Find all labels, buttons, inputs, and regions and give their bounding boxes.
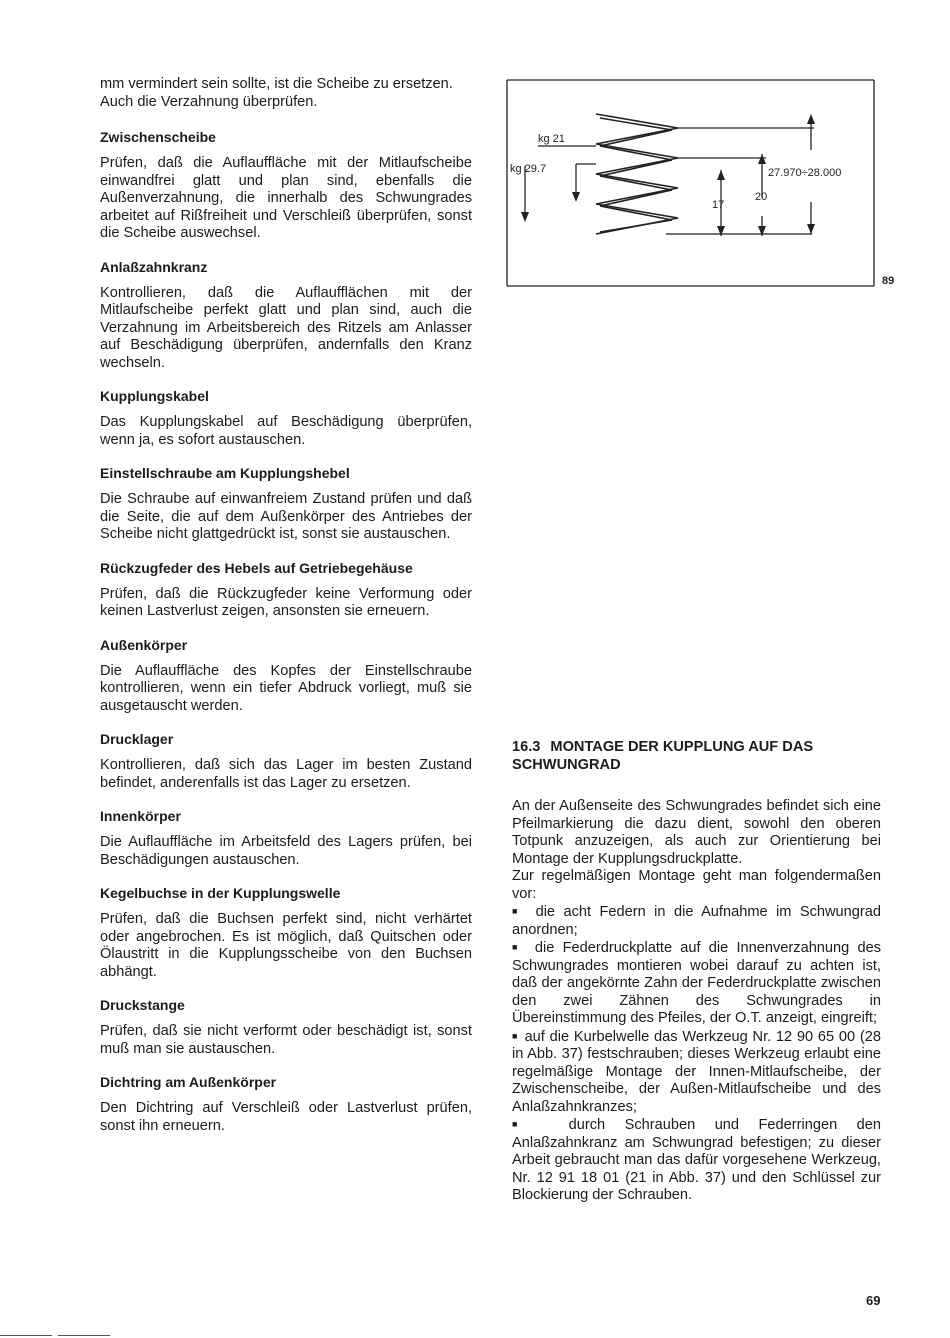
page-number: 69: [866, 1293, 881, 1308]
label-range: 27.970÷28.000: [768, 167, 842, 179]
section-heading: Rückzugfeder des Hebels auf Getriebegehäuse: [100, 559, 413, 576]
list-item: ■ auf die Kurbelwelle das Werkzeug Nr. 12 90 65 00 (28 in Abb. 37) festschrauben; dieses Werkzeug erlaubt eine regelmäßige Montage der Innen-Mitlaufscheibe, der Zwischenscheibe, der Außen-Mitlaufscheibe und des Anlaßzahnkranzes;: [512, 1028, 881, 1117]
intro-paragraph: Auch die Verzahnung überprüfen.: [100, 93, 318, 110]
section-text: Die Schraube auf einwanfreiem Zustand prüfen und daß die Seite, die auf dem Außenkörper des Antriebes der Scheibe nicht glattgedrückt ist, sonst sie austauschen.: [100, 491, 472, 542]
section-text: Prüfen, daß die Rückzugfeder keine Verformung oder keinen Lastverlust zeigen, ansonsten sie erneuern.: [100, 585, 472, 619]
arrow-head: [758, 154, 766, 164]
intro-block: [100, 76, 472, 111]
section-heading: Anlaßzahnkranz: [100, 258, 208, 275]
section-text: Den Dichtring auf Verschleiß oder Lastverlust prüfen, sonst ihn erneuern.: [100, 1100, 472, 1134]
section-text: Prüfen, daß die Auflauffläche mit der Mitlaufscheibe einwandfrei glatt und plan sind, ebenfalls die Außenverzahnung, die innerhalb des Schwungrades arbeitet auf Rißfreiheit und Verschleiß überprüfen, sonst die Scheibe auswechsel.: [100, 155, 472, 241]
section-title-text: MONTAGE DER KUPPLUNG AUF DAS SCHWUNGRAD: [512, 739, 814, 773]
section-drucklager: [100, 731, 472, 792]
section-dichtring: [100, 1074, 472, 1135]
section-einstellschraube: [100, 465, 472, 544]
section-text: Prüfen, daß die Buchsen perfekt sind, nicht verhärtet oder angebrochen. Es ist möglich, daß Quitschen oder Ölaustritt in die Kupplungsscheibe von den Buchsen abhängt.: [100, 911, 472, 980]
section-heading: Druckstange: [100, 997, 185, 1013]
right-column: [512, 738, 881, 1205]
section-heading: Dichtring am Außenkörper: [100, 1074, 277, 1090]
intro-paragraph: An der Außenseite des Schwungrades befindet sich eine Pfeilmarkierung die dazu dient, sowohl den oberen Totpunk anzuzeigen, als auch zur Orientierung bei Montage der Kupplungsdruckplatte.: [512, 798, 881, 867]
footer-rule: [0, 1335, 52, 1336]
section-anlasszahnkranz: [100, 259, 472, 373]
arrow-head: [807, 224, 815, 234]
section-text: Die Auflauffläche im Arbeitsfeld des Lagers prüfen, bei Beschädigungen austauschen.: [100, 834, 472, 868]
label-kg29: kg 29.7: [510, 163, 547, 175]
label-20: 20: [755, 191, 768, 203]
arrow-head: [521, 212, 529, 222]
arrow-head: [717, 170, 725, 180]
arrow-head: [572, 192, 580, 202]
label-kg21: kg 21: [538, 133, 565, 145]
section-number: 16.3: [512, 739, 541, 755]
arrow-head: [807, 114, 815, 124]
left-column: [100, 76, 472, 1151]
section-heading: Kegelbuchse in der Kupplungswelle: [100, 885, 341, 901]
section-text: Kontrollieren, daß die Auflaufflächen mit der Mitlaufscheibe perfekt glatt und plan sind, auch die Verzahnung im Arbeitsbereich des Ritzels am Anlasser auf Beschädigung überprüfen, andernfalls den Kranz wechseln.: [100, 284, 472, 371]
section-kegelbuchse: [100, 885, 472, 981]
section-rueckzugfeder: [100, 560, 472, 621]
section-heading: Drucklager: [100, 731, 174, 747]
spring-figure: [506, 78, 878, 290]
section-text: Die Auflauffläche des Kopfes der Einstellschraube kontrollieren, wenn ein tiefer Abdruck vorliegt, muß sie ausgetauscht werden.: [100, 662, 472, 714]
section-heading: Einstellschraube am Kupplungshebel: [100, 465, 350, 481]
list-item: ■ durch Schrauben und Federringen den Anlaßzahnkranz am Schwungrad befestigen; zu dieser Arbeit gebraucht man das dafür vorgesehene Werkzeug, Nr. 12 91 18 01 (21 in Abb. 37) und den Schlüssel zur Blockierung der Schrauben.: [512, 1116, 881, 1205]
section-heading: Kupplungskabel: [100, 388, 209, 404]
section-innenkoerper: [100, 808, 472, 869]
section-kupplungskabel: [100, 388, 472, 449]
section-text: Prüfen, daß sie nicht verformt oder beschädigt ist, sonst muß man sie austauschen.: [100, 1023, 472, 1057]
lead-paragraph: Zur regelmäßigen Montage geht man folgendermaßen vor:: [512, 868, 881, 902]
intro-paragraph: mm vermindert sein sollte, ist die Scheibe zu ersetzen.: [100, 76, 453, 92]
section-heading: Zwischenscheibe: [100, 129, 216, 145]
section-text: Kontrollieren, daß sich das Lager im besten Zustand befindet, anderenfalls ist das Lager zu ersetzen.: [100, 757, 472, 791]
section-aussenkoerper: [100, 637, 472, 716]
section-druckstange: [100, 997, 472, 1058]
section-title: [512, 738, 881, 774]
section-heading: Innenkörper: [100, 808, 181, 824]
list-item: ■ die acht Federn in die Aufnahme im Schwungrad anordnen;: [512, 903, 881, 939]
spring-diagram: [506, 78, 878, 290]
section-zwischenscheibe: [100, 129, 472, 243]
section-text: Das Kupplungskabel auf Beschädigung überprüfen, wenn ja, es sofort austauschen.: [100, 414, 472, 448]
section-heading: Außenkörper: [100, 636, 188, 653]
figure-number: 89: [882, 275, 895, 287]
label-17: 17: [712, 199, 725, 211]
footer-rule: [58, 1335, 110, 1336]
list-item: ■ die Federdruckplatte auf die Innenverzahnung des Schwungrades montieren wobei darauf zu achten ist, daß der angekörnte Zahn der Federdruckplatte zwischen den zwei Zähnen des Schwungrades in Übereinstimmung des Pfeiles, der O.T. anzeigt, eingreift;: [512, 939, 881, 1028]
